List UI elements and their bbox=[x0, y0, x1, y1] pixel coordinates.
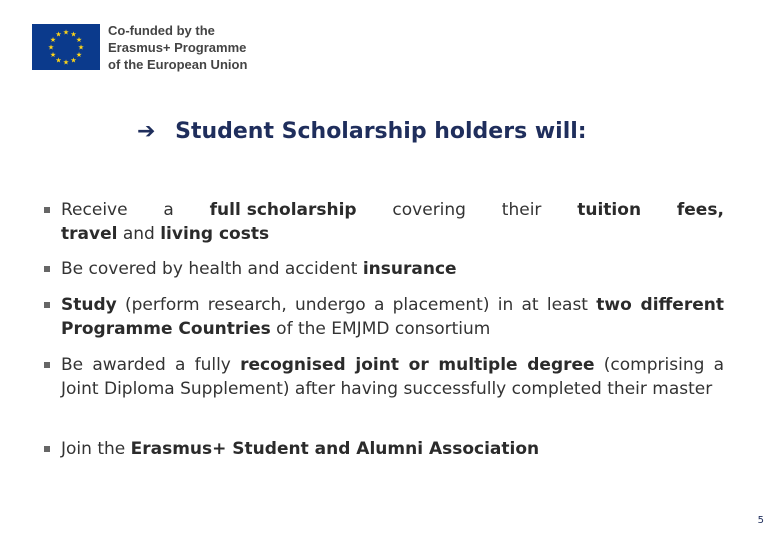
text-emphasis: fees, bbox=[676, 200, 724, 220]
logo-caption bbox=[108, 22, 268, 73]
text-emphasis: tuition bbox=[577, 200, 642, 220]
svg-text:★: ★ bbox=[49, 36, 57, 44]
svg-text:★: ★ bbox=[70, 56, 77, 65]
text-run: (comprising a Joint Diploma Supplement) after having successfully completed their master bbox=[61, 355, 724, 399]
svg-text:★: ★ bbox=[47, 43, 55, 52]
bullet-item-study bbox=[44, 293, 724, 341]
slide-heading bbox=[137, 119, 757, 144]
arrow-right-icon: ➔ bbox=[137, 119, 156, 144]
heading-text: Student Scholarship holders will: bbox=[175, 119, 587, 144]
bullet-item-degree bbox=[44, 353, 724, 401]
text-emphasis: two different Programme Countries bbox=[61, 295, 724, 339]
text-run: Be covered by health and accident bbox=[61, 259, 363, 279]
bullet-item-scholarship bbox=[44, 198, 724, 246]
text-run: (perform research, undergo a placement) in at least bbox=[116, 295, 597, 315]
text-emphasis: recognised joint or multiple degree bbox=[240, 355, 595, 375]
text-word: Receive bbox=[61, 200, 128, 220]
text-word: their bbox=[501, 200, 542, 220]
bullet-square-icon bbox=[44, 446, 50, 452]
svg-text:★: ★ bbox=[62, 28, 70, 37]
text-word: covering bbox=[392, 200, 466, 220]
text-emphasis: full scholarship bbox=[209, 200, 357, 220]
bullet-line bbox=[61, 198, 724, 222]
logo-line-3: of the European Union bbox=[108, 57, 248, 72]
text-word: a bbox=[163, 200, 174, 220]
eu-logo bbox=[32, 22, 262, 74]
bullet-item-insurance bbox=[44, 257, 724, 281]
text-run: Be awarded a fully bbox=[61, 355, 241, 375]
text-emphasis: insurance bbox=[362, 259, 457, 279]
svg-text:★: ★ bbox=[75, 36, 83, 44]
text-emphasis: travel bbox=[61, 224, 118, 244]
bullet-item-alumni bbox=[44, 437, 724, 461]
text-word bbox=[677, 198, 724, 222]
logo-line-1: Co-funded by the bbox=[108, 23, 215, 38]
bullet-square-icon bbox=[44, 362, 50, 368]
eu-flag-icon bbox=[32, 24, 100, 70]
text-emphasis: living costs bbox=[160, 224, 270, 244]
svg-text:★: ★ bbox=[75, 51, 83, 59]
svg-text:★: ★ bbox=[70, 30, 77, 39]
svg-text:★: ★ bbox=[77, 43, 85, 52]
text-emphasis: Erasmus+ Student and Alumni Association bbox=[130, 439, 540, 459]
svg-text:★: ★ bbox=[49, 51, 57, 59]
svg-text:★: ★ bbox=[62, 58, 70, 67]
svg-text:★: ★ bbox=[55, 30, 62, 39]
logo-line-2: Erasmus+ Programme bbox=[108, 40, 247, 55]
bullet-square-icon bbox=[44, 207, 50, 213]
bullet-square-icon bbox=[44, 302, 50, 308]
bullet-square-icon bbox=[44, 266, 50, 272]
text-emphasis: Study bbox=[61, 295, 117, 315]
svg-text:★: ★ bbox=[55, 56, 62, 65]
text-run: Join the bbox=[61, 439, 131, 459]
text-run: of the EMJMD consortium bbox=[270, 319, 491, 339]
page-number: 5 bbox=[757, 515, 764, 526]
bullet-line bbox=[61, 222, 724, 246]
text-run: and bbox=[117, 224, 161, 244]
